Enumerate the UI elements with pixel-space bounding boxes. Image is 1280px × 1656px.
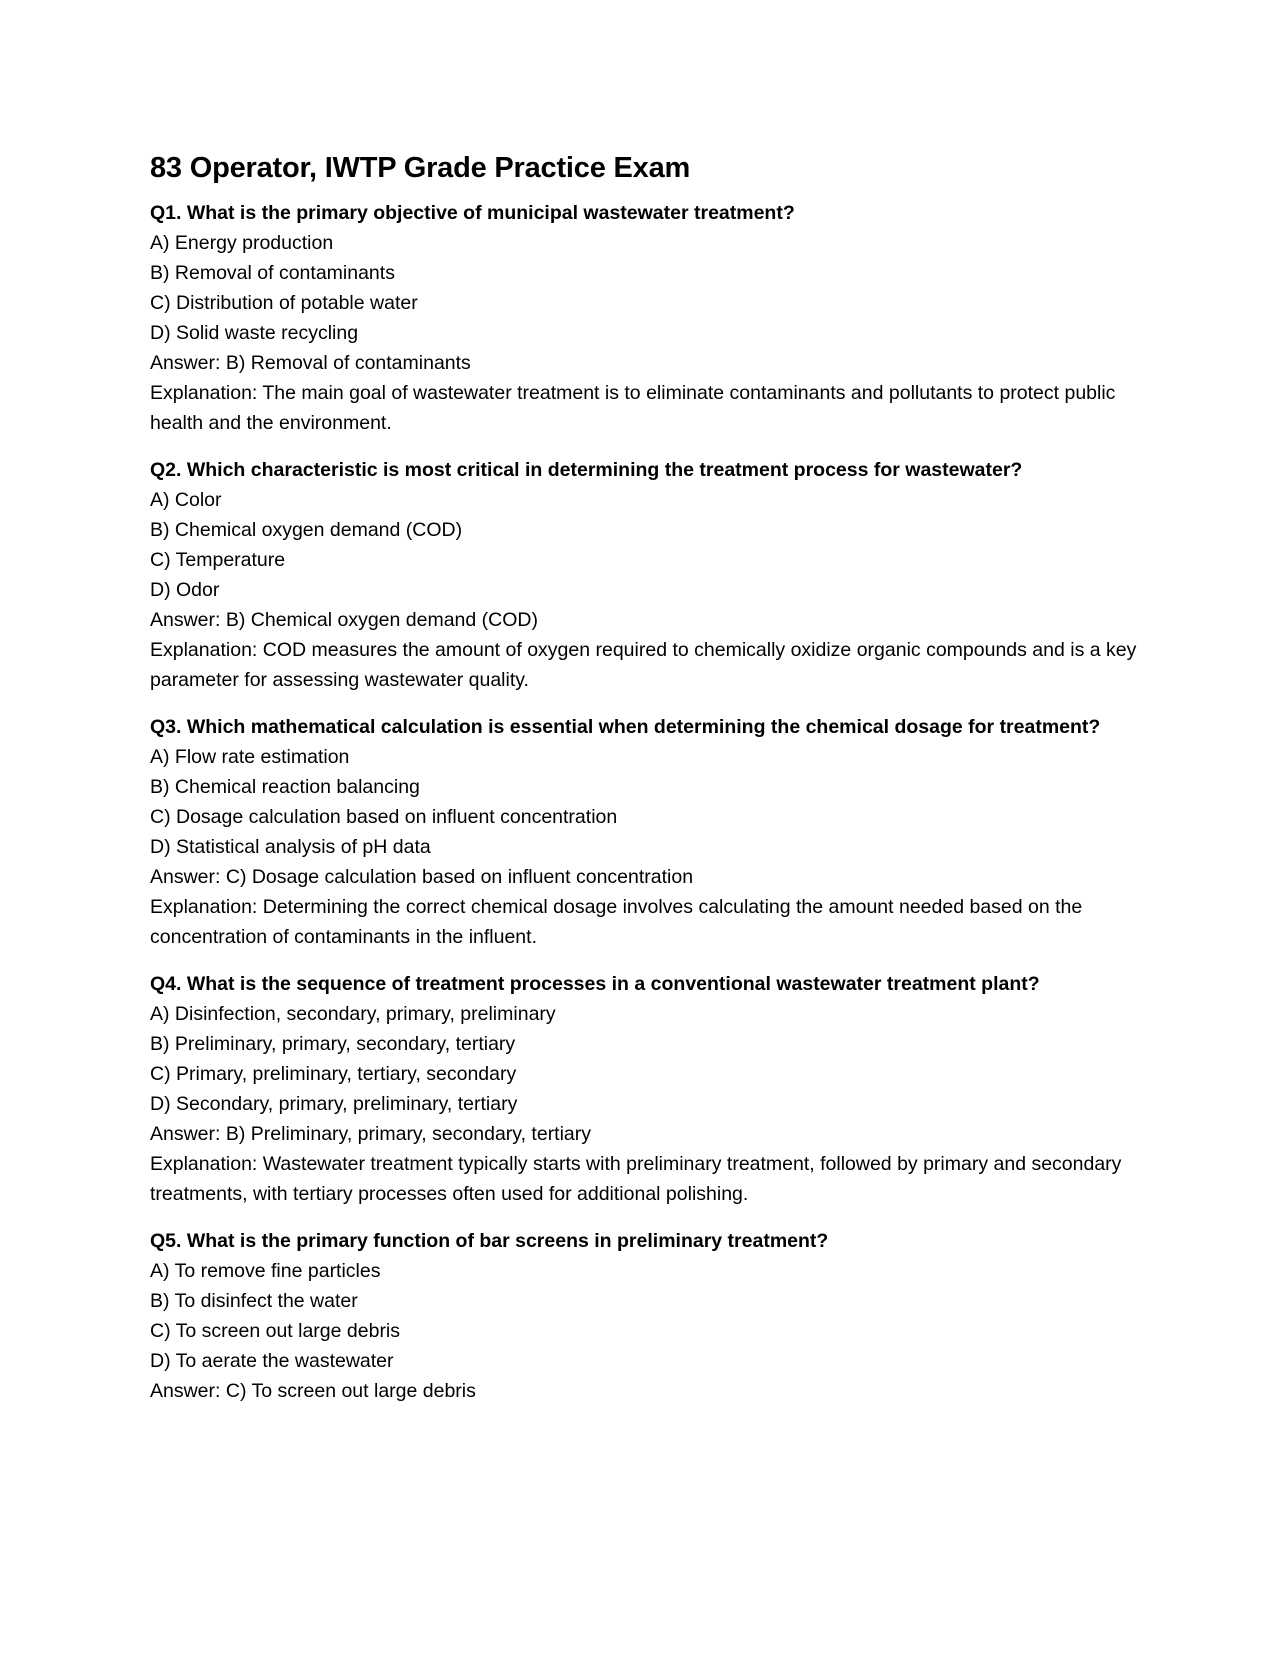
option-a: A) Energy production [150, 232, 334, 254]
option-b: B) Chemical reaction balancing [150, 776, 420, 798]
answer-text: Answer: B) Removal of contaminants [150, 352, 471, 374]
option-a: A) To remove fine particles [150, 1260, 381, 1282]
question-block-4 [150, 969, 1140, 1209]
option-d: D) Statistical analysis of pH data [150, 836, 431, 858]
question-text: Q1. What is the primary objective of municipal wastewater treatment? [150, 202, 795, 224]
explanation-text: Explanation: The main goal of wastewater treatment is to eliminate contaminants and pollutants to protect public health and the environment. [150, 382, 1116, 434]
answer-text: Answer: C) To screen out large debris [150, 1380, 476, 1402]
answer-text: Answer: B) Preliminary, primary, secondary, tertiary [150, 1123, 592, 1145]
option-c: C) Primary, preliminary, tertiary, secondary [150, 1063, 517, 1085]
option-b: B) Preliminary, primary, secondary, tertiary [150, 1033, 516, 1055]
question-text: Q2. Which characteristic is most critical in determining the treatment process for wastewater? [150, 459, 1023, 481]
question-text: Q4. What is the sequence of treatment processes in a conventional wastewater treatment plant? [150, 973, 1040, 995]
option-c: C) Dosage calculation based on influent concentration [150, 806, 618, 828]
option-a: A) Disinfection, secondary, primary, preliminary [150, 1003, 556, 1025]
question-block-5 [150, 1226, 1140, 1406]
option-c: C) Temperature [150, 549, 286, 571]
option-d: D) Secondary, primary, preliminary, tertiary [150, 1093, 518, 1115]
option-b: B) Removal of contaminants [150, 262, 395, 284]
option-c: C) Distribution of potable water [150, 292, 418, 314]
document-page [150, 150, 1140, 1423]
page-title: 83 Operator, IWTP Grade Practice Exam [150, 152, 691, 184]
option-c: C) To screen out large debris [150, 1320, 401, 1342]
option-d: D) To aerate the wastewater [150, 1350, 394, 1372]
option-b: B) Chemical oxygen demand (COD) [150, 519, 463, 541]
option-a: A) Color [150, 489, 222, 511]
option-a: A) Flow rate estimation [150, 746, 350, 768]
answer-text: Answer: C) Dosage calculation based on influent concentration [150, 866, 694, 888]
question-text: Q3. Which mathematical calculation is essential when determining the chemical dosage for treatment? [150, 716, 1101, 738]
explanation-text: Explanation: Wastewater treatment typically starts with preliminary treatment, followed by primary and secondary treatments, with tertiary processes often used for additional polishing. [150, 1153, 1122, 1205]
question-block-1 [150, 198, 1140, 438]
option-d: D) Solid waste recycling [150, 322, 359, 344]
option-b: B) To disinfect the water [150, 1290, 358, 1312]
explanation-text: Explanation: COD measures the amount of oxygen required to chemically oxidize organic compounds and is a key parameter for assessing wastewater quality. [150, 639, 1137, 691]
explanation-text: Explanation: Determining the correct chemical dosage involves calculating the amount needed based on the concentration of contaminants in the influent. [150, 896, 1083, 948]
question-text: Q5. What is the primary function of bar screens in preliminary treatment? [150, 1230, 829, 1252]
answer-text: Answer: B) Chemical oxygen demand (COD) [150, 609, 538, 631]
question-block-3 [150, 712, 1140, 952]
option-d: D) Odor [150, 579, 220, 601]
question-block-2 [150, 455, 1140, 695]
